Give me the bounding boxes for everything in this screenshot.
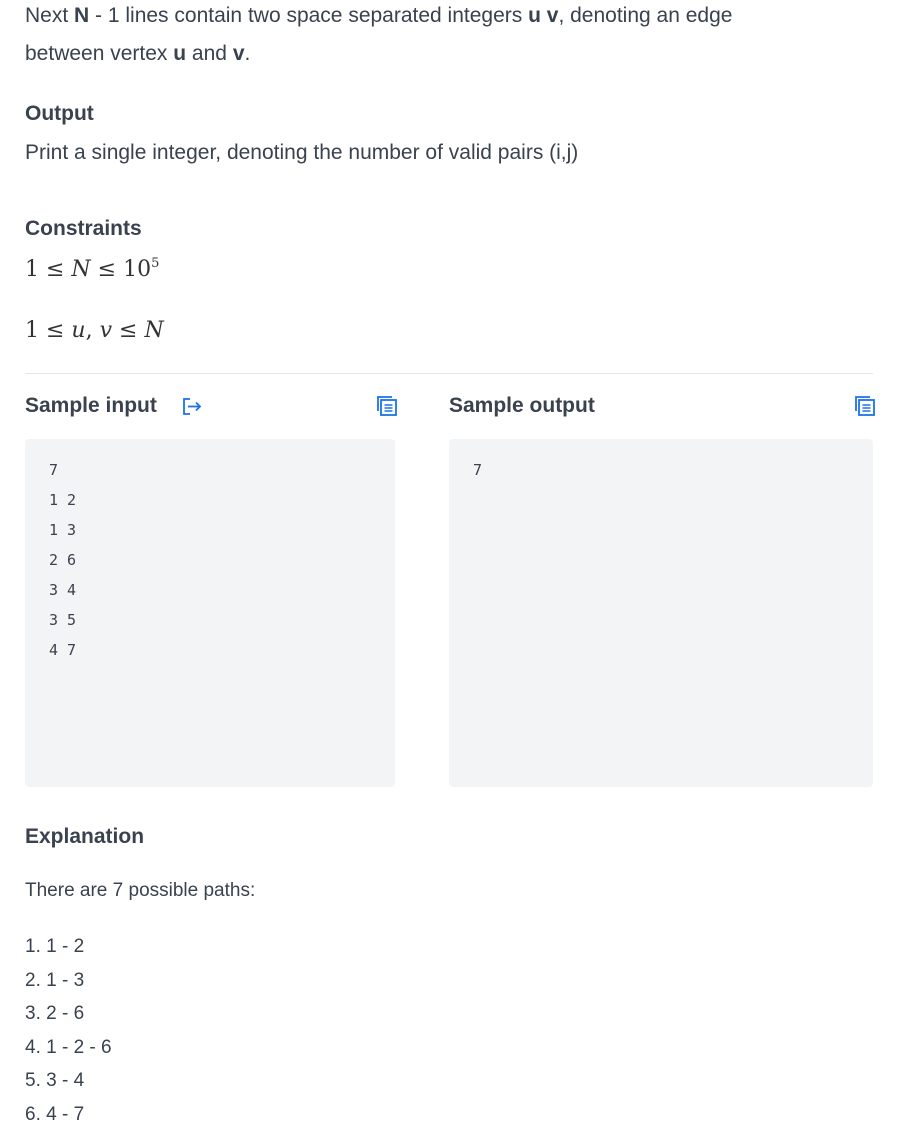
math-var: v [99,318,113,343]
math-var: N [71,257,91,282]
sample-input-line: 4 7 [49,641,77,659]
sample-input-line: 3 5 [49,611,77,629]
sample-input-line: 3 4 [49,581,77,599]
copy-icon[interactable] [376,395,398,422]
input-format-text: . [244,42,251,65]
constraint-uv [25,318,164,343]
list-item: 5. 3 - 4 [25,1070,85,1092]
input-format-text: between vertex [25,42,174,65]
math-exponent: 5 [151,256,160,271]
explanation-heading: Explanation [25,825,145,848]
input-format-var-uv: u v [528,4,559,27]
math-var: N [144,318,164,343]
explanation-list [25,930,112,1132]
explanation-intro: There are 7 possible paths: [25,880,256,901]
math-text: , [85,318,100,343]
constraints-heading: Constraints [25,217,142,240]
copy-icon[interactable] [854,395,876,422]
sample-input-line: 7 [49,461,59,479]
sample-input-box[interactable] [25,439,395,787]
section-divider [25,373,873,374]
math-text: 1 ≤ [25,257,72,282]
sample-output-heading: Sample output [449,394,595,417]
input-format-var-v: v [232,42,245,65]
output-heading: Output [25,102,94,125]
sample-input-line: 1 3 [49,521,77,539]
math-text: ≤ 10 [90,257,152,282]
sample-input-heading: Sample input [25,394,157,417]
math-text: 1 ≤ [25,318,72,343]
constraint-n [25,256,159,282]
input-format-var-n: N [74,4,90,27]
list-item: 4. 1 - 2 - 6 [25,1036,112,1058]
list-item: 3. 2 - 6 [25,1003,85,1025]
output-description: Print a single integer, denoting the number of valid pairs (i,j) [25,141,579,164]
input-format-text: and [186,42,233,65]
sample-output-box[interactable] [449,439,873,787]
math-var: u [71,318,86,343]
sample-input-line: 2 6 [49,551,77,569]
sample-input-line: 1 2 [49,491,77,509]
math-text: ≤ [112,318,145,343]
list-item: 1. 1 - 2 [25,936,85,957]
input-format-var-u: u [173,42,187,65]
input-format-line-2 [25,35,250,72]
input-format-text: - 1 lines contain two space separated integers [89,4,529,27]
list-item: 6. 4 - 7 [25,1103,85,1125]
list-item: 2. 1 - 3 [25,969,85,991]
input-format-line-1 [25,0,732,34]
input-format-text: , denoting an edge [558,4,733,27]
input-format-text: Next [25,4,75,27]
sample-output-line: 7 [473,461,483,479]
open-in-editor-icon[interactable] [182,397,203,421]
